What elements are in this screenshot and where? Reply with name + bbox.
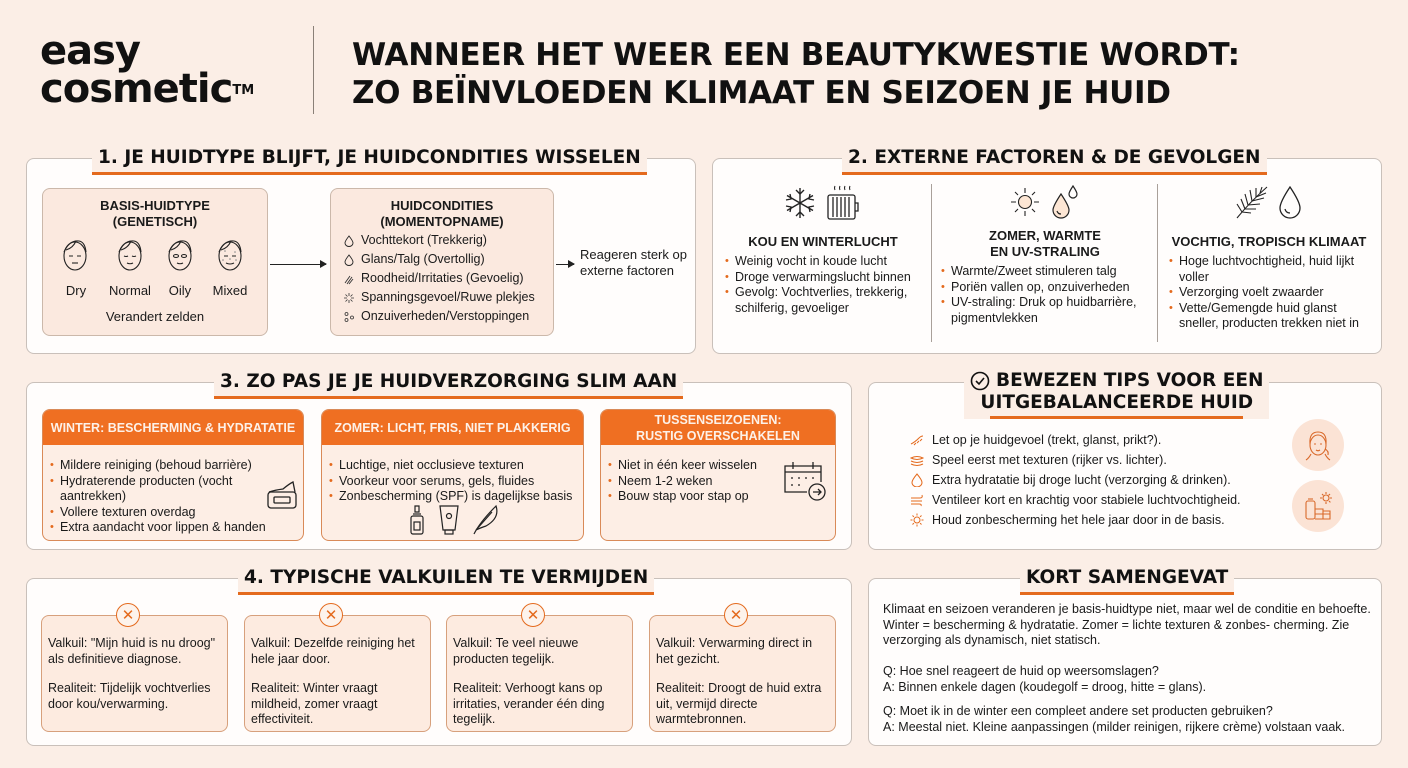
condition-label: Glans/Talg (Overtollig) <box>361 252 485 266</box>
feather-icon <box>470 504 500 536</box>
skintype-label-oily: Oily <box>168 283 192 298</box>
bullet-item: • Voorkeur voor serums, gels, fluides <box>328 474 583 490</box>
summer-bullets <box>328 458 583 505</box>
tips-title <box>964 370 1269 419</box>
faq-question: Q: Moet ik in de winter een compleet andere set producten gebruiken? <box>883 704 1273 718</box>
bullet-item: • Extra aandacht voor lippen & handen <box>49 520 299 536</box>
droplet-icon <box>910 473 924 487</box>
sunscreen-tube-icon <box>438 504 460 536</box>
hatch-icon <box>343 273 355 285</box>
page-title-line-1: WANNEER HET WEER EEN BEAUTYKWESTIE WORDT: <box>352 37 1240 73</box>
droplet-icon <box>1278 184 1302 220</box>
title-underline <box>1020 592 1234 595</box>
summary-title-text: KORT SAMENGEVAT <box>1026 567 1229 588</box>
condition-label: Vochttekort (Trekkerig) <box>361 233 487 247</box>
tip-item <box>910 430 1241 450</box>
factor-bullets-tropical <box>1168 254 1378 332</box>
tip-label: Extra hydratatie bij droge lucht (verzorging & drinken). <box>932 473 1231 487</box>
sparkle-icon <box>343 292 355 304</box>
winter-bullets <box>49 458 299 536</box>
palm-leaf-icon <box>1234 184 1270 220</box>
factor-bullets-summer <box>940 264 1158 326</box>
arrow-right-icon <box>556 264 574 265</box>
close-x-icon: ✕ <box>319 603 343 627</box>
basis-heading-line-1: BASIS-HUIDTYPE <box>100 198 210 213</box>
sun-products-icon <box>1301 489 1335 523</box>
tip-label: Speel eerst met texturen (rijker vs. lichter). <box>932 453 1167 467</box>
transition-header-line-1: TUSSENSEIZOENEN: <box>654 412 782 427</box>
trademark-mark: TM <box>232 83 255 98</box>
close-x-icon: ✕ <box>724 603 748 627</box>
wind-icon <box>910 493 924 507</box>
page-title <box>352 36 1240 112</box>
tip-item <box>910 510 1241 530</box>
tip-item <box>910 490 1241 510</box>
summary-title <box>1020 566 1234 595</box>
winter-card <box>42 409 304 541</box>
condition-label: Onzuiverheden/Verstoppingen <box>361 309 530 323</box>
condition-label: Roodheid/Irritaties (Gevoelig) <box>361 271 524 285</box>
bullet-item: • Warmte/Zweet stimuleren talg <box>940 264 1158 280</box>
skintype-label-mixed: Mixed <box>212 283 248 298</box>
condition-label: Spanningsgevoel/Ruwe plekjes <box>361 290 535 304</box>
logo-line-1: easy <box>40 28 141 74</box>
summer-card <box>321 409 584 541</box>
bullet-item: • Mildere reiniging (behoud barrière) <box>49 458 299 474</box>
close-x-icon: ✕ <box>521 603 545 627</box>
result-line-1: Reageren sterk op <box>580 247 687 262</box>
droplet-icon <box>343 235 355 247</box>
factor-title-line-2: EN UV-STRALING <box>990 244 1100 259</box>
result-line-2: externe factoren <box>580 263 674 278</box>
layers-icon <box>910 453 924 467</box>
snowflake-icon <box>783 186 817 220</box>
reality-text: Realiteit: Droogt de huid extra uit, vermijd directe warmtebronnen. <box>656 681 822 726</box>
pitfall-card <box>649 615 836 732</box>
page-title-line-2: ZO BEÏNVLOEDEN KLIMAAT EN SEIZOEN JE HUID <box>352 75 1171 111</box>
bullet-item: • Zonbescherming (SPF) is dagelijkse basis <box>328 489 583 505</box>
section-1-title <box>92 146 647 175</box>
tips-list <box>910 430 1241 530</box>
reality-text: Realiteit: Tijdelijk vochtverlies door kou/verwarming. <box>48 681 211 711</box>
section-4-title <box>238 566 654 595</box>
bullet-item: • Gevolg: Vochtverlies, trekkerig, schilferig, gevoeliger <box>724 285 926 316</box>
faq-answer: A: Binnen enkele dagen (koudegolf = droog, hitte = glans). <box>883 679 1207 694</box>
bullet-item: • Vollere texturen overdag <box>49 505 299 521</box>
woman-face-icon <box>1301 428 1335 462</box>
conditions-heading-line-2: (MOMENTOPNAME) <box>380 214 504 229</box>
title-underline <box>238 592 654 595</box>
title-underline <box>842 172 1267 175</box>
winter-card-header: WINTER: BESCHERMING & HYDRATATIE <box>43 410 303 445</box>
title-underline <box>990 416 1243 419</box>
bullet-item: • UV-straling: Druk op huidbarrière, pigmentvlekken <box>940 295 1158 326</box>
bullet-item: • Poriën vallen op, onzuiverheden <box>940 280 1158 296</box>
conditions-heading <box>331 198 553 230</box>
transition-bullets <box>607 458 777 505</box>
tips-title-line-2: UITGEBALANCEERDE HUID <box>980 392 1254 413</box>
section-3-title-text: 3. ZO PAS JE JE HUIDVERZORGING SLIM AAN <box>220 371 678 392</box>
reality-text: Realiteit: Winter vraagt mildheid, zomer vraagt effectiviteit. <box>251 681 378 726</box>
summary-intro: Klimaat en seizoen veranderen je basis-huidtype niet, maar wel de conditie en behoefte. Winter = bescherming & hydratatie. Zomer = lichte texturen & zonbes- cherming. Zie verzorging als dynamisch, niet statisch. <box>883 602 1371 647</box>
faq-item <box>883 704 1383 735</box>
transition-season-card <box>600 409 836 541</box>
bullet-item: • Bouw stap voor stap op <box>607 489 777 505</box>
tip-item <box>910 470 1241 490</box>
bullet-item: • Weinig vocht in koude lucht <box>724 254 926 270</box>
skintype-label-dry: Dry <box>65 283 87 298</box>
check-circle-icon <box>970 371 990 391</box>
calendar-arrow-icon <box>781 458 829 502</box>
conditions-result <box>580 247 687 279</box>
brand-logo <box>40 28 255 112</box>
bullet-item: • Hoge luchtvochtigheid, huid lijkt voller <box>1168 254 1378 285</box>
skintype-label-normal: Normal <box>109 283 151 298</box>
bullet-item: • Niet in één keer wisselen <box>607 458 777 474</box>
pitfall-card <box>446 615 633 732</box>
factor-title-tropical: VOCHTIG, TROPISCH KLIMAAT <box>1171 234 1367 249</box>
cream-jar-icon <box>265 480 299 510</box>
face-mixed-icon <box>214 236 246 274</box>
pitfall-card <box>244 615 431 732</box>
header-divider <box>313 26 314 114</box>
title-underline <box>214 396 683 399</box>
sun-icon <box>910 513 924 527</box>
bullet-item: • Droge verwarmingslucht binnen <box>724 270 926 286</box>
tip-label: Let op je huidgevoel (trekt, glanst, prikt?). <box>932 433 1162 447</box>
skin-conditions-box <box>330 188 554 336</box>
factor-bullets-cold <box>724 254 926 316</box>
tips-title-line-1: BEWEZEN TIPS VOOR EEN <box>996 370 1264 391</box>
dots-icon <box>343 311 355 323</box>
condition-item <box>343 250 535 269</box>
faq-question: Q: Hoe snel reageert de huid op weersomslagen? <box>883 664 1159 678</box>
pitfall-card <box>41 615 228 732</box>
section-2-title-text: 2. EXTERNE FACTOREN & DE GEVOLGEN <box>848 147 1261 168</box>
section-4-title-text: 4. TYPISCHE VALKUILEN TE VERMIJDEN <box>244 567 649 588</box>
sun-products-badge <box>1292 480 1344 532</box>
face-normal-icon <box>114 236 146 274</box>
sun-icon <box>1009 186 1041 218</box>
bullet-item: • Luchtige, niet occlusieve texturen <box>328 458 583 474</box>
tip-label: Ventileer kort en krachtig voor stabiele luchtvochtigheid. <box>932 493 1241 507</box>
bullet-item: • Verzorging voelt zwaarder <box>1168 285 1378 301</box>
radiator-icon <box>826 183 860 221</box>
face-dry-icon <box>59 236 91 274</box>
condition-item <box>343 231 535 250</box>
basis-footer: Verandert zelden <box>105 309 205 324</box>
dropper-bottle-icon <box>408 504 426 536</box>
arrow-right-icon <box>270 264 326 265</box>
touch-icon <box>910 433 924 447</box>
faq-item <box>883 664 1373 695</box>
sweat-drops-icon <box>1050 184 1080 220</box>
bullet-item: • Vette/Gemengde huid glanst sneller, producten trekken niet in <box>1168 301 1378 332</box>
factor-title-summer <box>935 228 1155 260</box>
logo-line-2: cosmetic <box>40 66 233 112</box>
pitfall-text: Valkuil: Verwarming direct in het gezicht. <box>656 636 813 666</box>
tip-label: Houd zonbescherming het hele jaar door in de basis. <box>932 513 1225 527</box>
conditions-heading-line-1: HUIDCONDITIES <box>390 198 494 213</box>
condition-item <box>343 269 535 288</box>
transition-header-line-2: RUSTIG OVERSCHAKELEN <box>636 428 800 443</box>
pitfall-text: Valkuil: Dezelfde reiniging het hele jaar door. <box>251 636 415 666</box>
factor-title-line-1: ZOMER, WARMTE <box>989 228 1101 243</box>
section-3-title <box>214 370 683 399</box>
bullet-item: • Hydraterende producten (vocht aantrekken) <box>49 474 299 505</box>
condition-item <box>343 288 535 307</box>
bullet-item: • Neem 1-2 weken <box>607 474 777 490</box>
close-x-icon: ✕ <box>116 603 140 627</box>
factor-title-cold: KOU EN WINTERLUCHT <box>748 234 898 249</box>
reality-text: Realiteit: Verhoogt kans op irritaties, verander één ding tegelijk. <box>453 681 605 726</box>
condition-item <box>343 307 535 326</box>
transition-card-header <box>601 410 835 445</box>
face-care-badge <box>1292 419 1344 471</box>
title-underline <box>92 172 647 175</box>
section-1-title-text: 1. JE HUIDTYPE BLIJFT, JE HUIDCONDITIES WISSELEN <box>98 147 641 168</box>
summer-card-header: ZOMER: LICHT, FRIS, NIET PLAKKERIG <box>322 410 583 445</box>
column-divider <box>931 184 932 342</box>
pitfall-text: Valkuil: Te veel nieuwe producten tegelijk. <box>453 636 579 666</box>
faq-answer: A: Meestal niet. Kleine aanpassingen (milder reinigen, rijkere crème) volstaan vaak. <box>883 719 1346 734</box>
pitfall-text: Valkuil: "Mijn huid is nu droog" als definitieve diagnose. <box>48 636 216 666</box>
droplet-icon <box>343 254 355 266</box>
face-oily-icon <box>164 236 196 274</box>
basis-heading-line-2: (GENETISCH) <box>112 214 198 229</box>
section-2-title <box>842 146 1267 175</box>
basis-skintype-heading <box>43 198 267 230</box>
tip-item <box>910 450 1241 470</box>
